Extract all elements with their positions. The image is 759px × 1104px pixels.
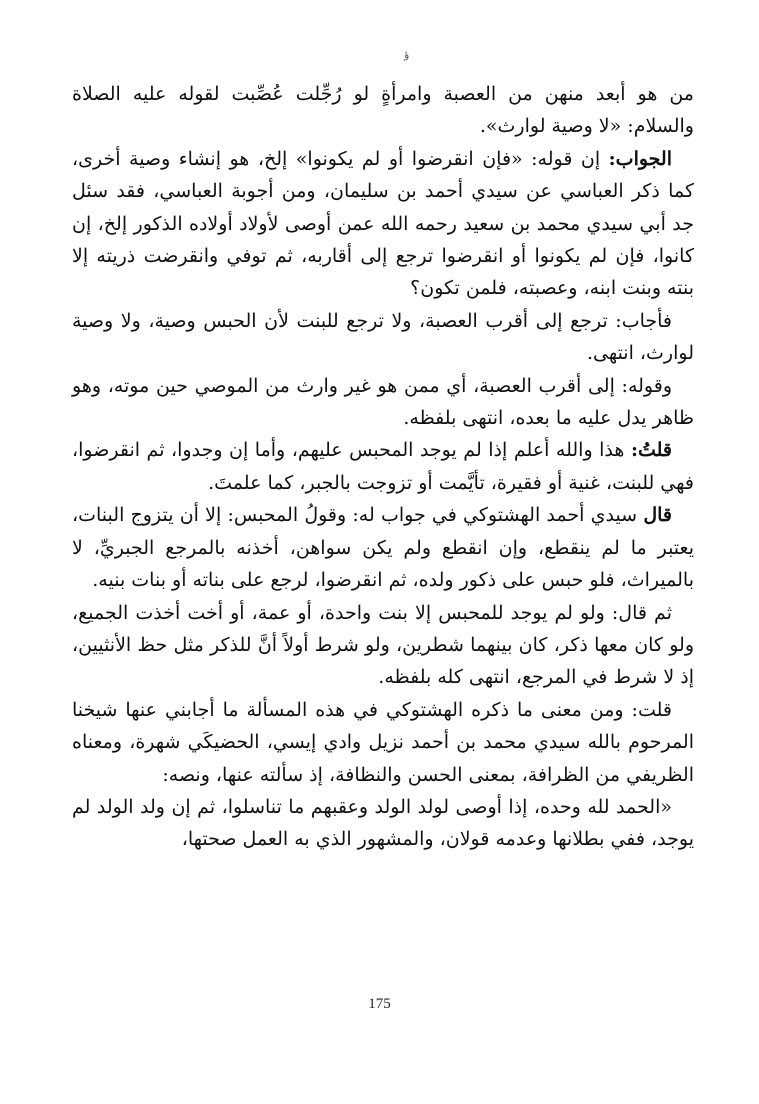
paragraph-text: هذا والله أعلم إذا لم يوجد المحبس عليهم، وأما إن وجدوا، ثم انقرضوا، فهي للبنت، غنية أو فقيرة، تأيَّمت أو تزوجت بالجبر، كما علمتَ. [72,439,694,494]
paragraph-text: «الحمد لله وحده، إذا أوصى لولد الولد وعقبهم ما تناسلوا، ثم إن ولد الولد لم يوجد، ففي بطلانها وعدمه قولان، والمشهور الذي به العمل صحتها، [72,795,694,851]
paragraph-4 [72,370,694,435]
paragraph-9-quote [72,791,694,856]
paragraph-5-qultu [72,434,694,499]
paragraph-8 [72,694,694,791]
paragraph-1 [72,78,694,143]
paragraph-text: سيدي أحمد الهشتوكي في جواب له: وقولُ المحبس: إلا أن يتزوج البنات، يعتبر ما لم ينقطع، وإن انقطع ولم يكن سواهن، أخذنه بالمرجع الجبريِّ، لا بالميراث، فلو حبس على ذكور ولده، ثم انقرضوا، لرجع على بناته أو بنات بنيه. [72,504,694,592]
paragraph-text: ثم قال: ولو لم يوجد للمحبس إلا بنت واحدة، أو عمة، أو أخت أخذت الجميع، ولو كان معها ذكر، كان بينهما شطرين، ولو شرط أولاً أنَّ للذكر مثل حظ الأنثيين، إذ لا شرط في المرجع، انتهى كله بلفظه. [72,601,694,689]
paragraph-text: قلت: ومن معنى ما ذكره الهشتوكي في هذه المسألة ما أجابني عنها شيخنا المرحوم بالله سيدي محمد بن أحمد نزيل وادي إيسي، الحضيكَي شهرة، ومعناه الظريفي من الظرافة، بمعنى الحسن والنظافة، إذ سألته عنها، ونصه: [72,698,694,786]
body-text [72,78,694,856]
ink-speck-mark: ؤ [404,48,410,61]
paragraph-3 [72,305,694,370]
paragraph-text: وقوله: إلى أقرب العصبة، أي ممن هو غير وارث من الموصي حين موته، وهو ظاهر يدل عليه ما بعده، انتهى بلفظه. [72,374,694,430]
paragraph-lead: قال [643,504,672,527]
paragraph-2-answer [72,143,694,305]
paragraph-lead: الجواب: [608,147,672,170]
paragraph-text: فأجاب: ترجع إلى أقرب العصبة، ولا ترجع للبنت لأن الحبس وصية، ولا وصية لوارث، انتهى. [72,309,694,365]
paragraph-7 [72,597,694,694]
paragraph-lead: قلتُ: [630,439,672,462]
paragraph-6-qala [72,499,694,596]
paragraph-text: إن قوله: «فإن انقرضوا أو لم يكونوا» إلخ، هو إنشاء وصية أخرى، كما ذكر العباسي عن سيدي أحمد بن سليمان، ومن أجوبة العباسي، فقد سئل جد أبي سيدي محمد بن سعيد رحمه الله عمن أوصى لأولاد أولاده الذكور إلخ، إن كانوا، فإن لم يكونوا أو انقرضوا ترجع إلى أقاربه، ثم توفي وانقرضت ذريته إلا بنته وبنت ابنه، وعصبته، فلمن تكون؟ [72,147,694,300]
paragraph-text: من هو أبعد منهن من العصبة وامرأةٍ لو رُجِّلت عُصِّبت لقوله عليه الصلاة والسلام: «لا وصية لوارث». [72,83,694,138]
page-number: 175 [368,996,391,1012]
